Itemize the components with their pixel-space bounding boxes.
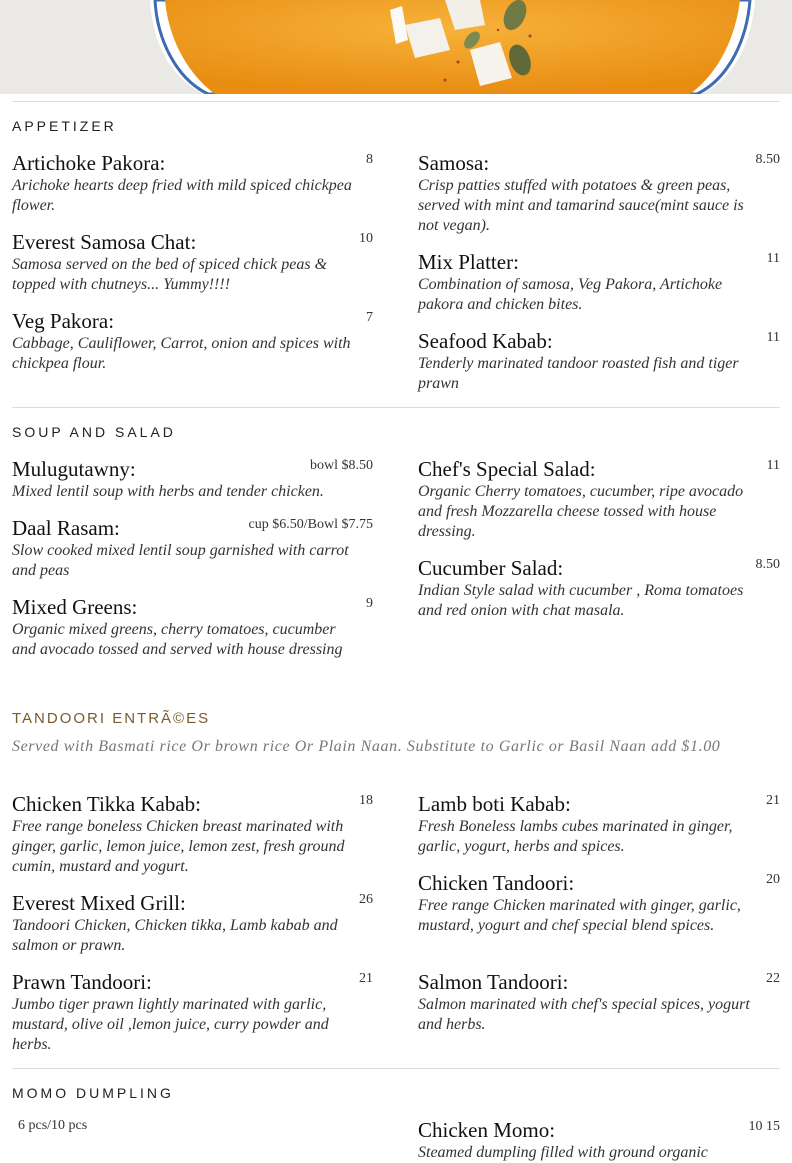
item-description: Indian Style salad with cucumber , Roma tomatoes and red onion with chat masala. [418, 582, 744, 619]
item-name: Everest Samosa Chat: [12, 230, 197, 254]
menu-item [12, 308, 352, 374]
item-description: Samosa served on the bed of spiced chick peas & topped with chutneys... Yummy!!!! [12, 256, 328, 293]
menu-item [12, 791, 352, 877]
item-price: 21 [359, 971, 373, 986]
item-price: 18 [359, 793, 373, 808]
menu-item [12, 150, 352, 216]
item-description: Jumbo tiger prawn lightly marinated with garlic, mustard, olive oil ,lemon juice, curry powder and herbs. [12, 996, 329, 1053]
item-description: Crisp patties stuffed with potatoes & green peas, served with mint and tamarind sauce(mint sauce is not vegan). [418, 177, 744, 234]
section-title-soup-and-salad: SOUP AND SALAD [12, 424, 176, 440]
menu-item [418, 249, 758, 315]
item-name: Seafood Kabab: [418, 329, 553, 353]
item-description: Organic mixed greens, cherry tomatoes, cucumber and avocado tossed and served with house dressing [12, 621, 343, 658]
divider [12, 1068, 780, 1069]
item-name: Prawn Tandoori: [12, 970, 152, 994]
item-name: Artichoke Pakora: [12, 151, 166, 175]
item-price: 26 [359, 892, 373, 907]
item-description: Mixed lentil soup with herbs and tender chicken. [12, 483, 324, 500]
item-description: Slow cooked mixed lentil soup garnished with carrot and peas [12, 542, 349, 579]
item-price: 22 [766, 971, 780, 986]
menu-item [418, 150, 758, 236]
item-name: Chicken Tikka Kabab: [12, 792, 201, 816]
item-name: Chicken Momo: [418, 1118, 556, 1142]
item-price: 11 [766, 458, 780, 473]
menu-item [418, 555, 758, 621]
menu-item [12, 229, 352, 295]
item-price: 11 [766, 330, 780, 345]
divider [12, 407, 780, 408]
item-name: Daal Rasam: [12, 516, 120, 540]
item-name: Lamb boti Kabab: [418, 792, 571, 816]
menu-item [12, 969, 352, 1055]
section-note: Served with Basmati rice Or brown rice Or Plain Naan. Substitute to Garlic or Basil Naan add $1.00 [12, 738, 721, 755]
item-description: Salmon marinated with chef's special spices, yogurt and herbs. [418, 996, 750, 1033]
item-description: Cabbage, Cauliflower, Carrot, onion and spices with chickpea flour. [12, 335, 351, 372]
item-price: 8.50 [755, 152, 780, 167]
item-price: bowl $8.50 [310, 458, 373, 473]
item-price: 8.50 [755, 557, 780, 572]
item-price: 9 [366, 596, 373, 611]
section-title-momo-dumpling: MOMO DUMPLING [12, 1085, 174, 1101]
item-name: Mulugutawny: [12, 457, 136, 481]
menu-item [418, 870, 758, 936]
item-price: 21 [766, 793, 780, 808]
item-description: Tenderly marinated tandoor roasted fish and tiger prawn [418, 355, 739, 392]
item-description: Steamed dumpling filled with ground organic [418, 1144, 708, 1161]
section-title-appetizer: APPETIZER [12, 118, 117, 134]
item-price: cup $6.50/Bowl $7.75 [248, 517, 373, 532]
section-title-tandoori-entrees: TANDOORI ENTRÃ©ES [12, 710, 211, 727]
item-price: 20 [766, 872, 780, 887]
item-name: Cucumber Salad: [418, 556, 564, 580]
item-name: Chef's Special Salad: [418, 457, 596, 481]
menu-item [12, 594, 352, 660]
item-description: Combination of samosa, Veg Pakora, Artichoke pakora and chicken bites. [418, 276, 723, 313]
item-name: Mix Platter: [418, 250, 519, 274]
item-price: 8 [366, 152, 373, 167]
item-price: 11 [766, 251, 780, 266]
hero-soup-image [0, 0, 792, 94]
menu-item [418, 791, 758, 857]
item-name: Everest Mixed Grill: [12, 891, 186, 915]
item-name: Veg Pakora: [12, 309, 115, 333]
item-name: Mixed Greens: [12, 595, 138, 619]
menu-item [418, 456, 758, 542]
item-name: Salmon Tandoori: [418, 970, 569, 994]
menu-item [418, 328, 758, 394]
item-description: Fresh Boneless lambs cubes marinated in ginger, garlic, yogurt, herbs and spices. [418, 818, 733, 855]
item-price: 10 [359, 231, 373, 246]
menu-item [418, 969, 758, 1035]
item-name: Chicken Tandoori: [418, 871, 575, 895]
item-description: Arichoke hearts deep fried with mild spiced chickpea flower. [12, 177, 352, 214]
item-description: Tandoori Chicken, Chicken tikka, Lamb kabab and salmon or prawn. [12, 917, 338, 954]
menu-item [12, 890, 352, 956]
item-price: 10 15 [748, 1119, 780, 1134]
portion-size-label: 6 pcs/10 pcs [18, 1118, 88, 1133]
item-description: Organic Cherry tomatoes, cucumber, ripe avocado and fresh Mozzarella cheese tossed with house dressing. [418, 483, 744, 540]
menu-item [12, 456, 352, 502]
menu-item [418, 1117, 758, 1163]
item-description: Free range Chicken marinated with ginger, garlic, mustard, yogurt and chef special blend spices. [418, 897, 741, 934]
item-description: Free range boneless Chicken breast marinated with ginger, garlic, lemon juice, lemon zest, fresh ground cumin, mustard and yogurt. [12, 818, 345, 875]
item-price: 7 [366, 310, 373, 325]
divider [12, 101, 780, 102]
item-name: Samosa: [418, 151, 490, 175]
